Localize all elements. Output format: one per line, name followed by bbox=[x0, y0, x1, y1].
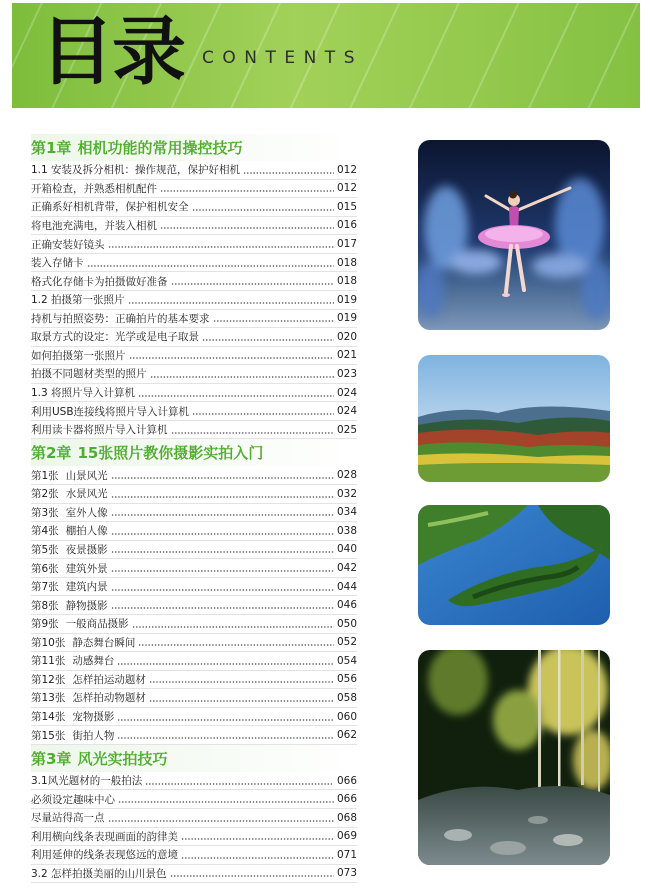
toc-entry[interactable] bbox=[31, 596, 357, 615]
toc-entry[interactable] bbox=[31, 541, 357, 560]
toc-entry[interactable] bbox=[31, 402, 357, 421]
leader-dots bbox=[87, 265, 334, 267]
entry-page-number: 071 bbox=[336, 848, 357, 861]
toc-entry[interactable] bbox=[31, 504, 357, 523]
leader-dots bbox=[160, 190, 334, 192]
entry-title: 装入存储卡 bbox=[31, 257, 84, 270]
leader-dots bbox=[111, 514, 334, 516]
leader-dots bbox=[132, 626, 334, 628]
entry-page-number: 068 bbox=[336, 811, 357, 824]
toc-entry[interactable] bbox=[31, 522, 357, 541]
toc-entry[interactable] bbox=[31, 865, 357, 884]
entry-page-number: 012 bbox=[336, 182, 357, 195]
entry-title: 街拍人物 bbox=[72, 729, 115, 742]
toc-entry[interactable] bbox=[31, 809, 357, 828]
toc-entry[interactable] bbox=[31, 466, 357, 485]
chapter-title: 15张照片教你摄影实拍入门 bbox=[77, 444, 264, 463]
entry-title: 怎样拍动物题材 bbox=[72, 692, 146, 705]
entry-number: 第13张 bbox=[31, 692, 66, 705]
leader-dots bbox=[213, 320, 334, 322]
page-title: 目录 bbox=[40, 9, 184, 95]
entry-page-number: 044 bbox=[336, 580, 357, 593]
toc-entry[interactable] bbox=[31, 671, 357, 690]
entry-page-number: 060 bbox=[336, 710, 357, 723]
entry-title: 格式化存储卡为拍摄做好准备 bbox=[31, 275, 168, 288]
toc-entry[interactable] bbox=[31, 790, 357, 809]
entry-number: 第8张 bbox=[31, 599, 59, 612]
ballet-dancer-photo bbox=[418, 140, 610, 330]
entry-title: 利用横向线条表现画面的韵律美 bbox=[31, 830, 178, 843]
entry-number: 第6张 bbox=[31, 562, 59, 575]
entry-title: 尽量站得高一点 bbox=[31, 812, 105, 825]
toc-entry[interactable] bbox=[31, 272, 357, 291]
chapter-2-heading[interactable] bbox=[31, 439, 357, 466]
entry-page-number: 052 bbox=[336, 636, 357, 649]
entry-title: 将电池充满电，并装入相机 bbox=[31, 219, 157, 232]
entry-number: 第10张 bbox=[31, 636, 66, 649]
entry-page-number: 032 bbox=[336, 487, 357, 500]
entry-page-number: 054 bbox=[336, 654, 357, 667]
leader-dots bbox=[181, 857, 334, 859]
chapter-label: 第3章 bbox=[31, 749, 72, 768]
entry-page-number: 017 bbox=[336, 238, 357, 251]
leader-dots bbox=[111, 589, 334, 591]
entry-number: 第12张 bbox=[31, 673, 66, 686]
leader-dots bbox=[181, 838, 334, 840]
toc-entry[interactable] bbox=[31, 217, 357, 236]
page-subtitle: CONTENTS bbox=[202, 48, 363, 68]
header-banner bbox=[12, 3, 640, 108]
entry-page-number: 050 bbox=[336, 617, 357, 630]
entry-title: 开箱检查，并熟悉相机配件 bbox=[31, 182, 157, 195]
entry-title: 必须设定趣味中心 bbox=[31, 793, 115, 806]
leader-dots bbox=[111, 496, 334, 498]
leader-dots bbox=[150, 376, 334, 378]
entry-page-number: 066 bbox=[336, 774, 357, 787]
entry-page-number: 042 bbox=[336, 562, 357, 575]
entry-title: 棚拍人像 bbox=[65, 525, 108, 538]
leader-dots bbox=[128, 302, 334, 304]
toc-entry[interactable] bbox=[31, 846, 357, 865]
toc-entry[interactable] bbox=[31, 198, 357, 217]
entry-title: 正确安装好镜头 bbox=[31, 238, 105, 251]
leader-dots bbox=[117, 663, 334, 665]
chapter-1-heading[interactable] bbox=[31, 134, 357, 161]
toc-entry[interactable] bbox=[31, 578, 357, 597]
entry-page-number: 012 bbox=[336, 163, 357, 176]
entry-title: 山景风光 bbox=[65, 469, 108, 482]
forest-stream-photo bbox=[418, 650, 610, 865]
entry-title: 利用读卡器将照片导入计算机 bbox=[31, 424, 168, 437]
entry-title: 建筑内景 bbox=[65, 581, 108, 594]
entry-page-number: 019 bbox=[336, 293, 357, 306]
entry-title: 正确系好相机背带，保护相机安全 bbox=[31, 201, 189, 214]
entry-page-number: 021 bbox=[336, 349, 357, 362]
entry-title: 取景方式的设定：光学或是电子取景 bbox=[31, 331, 199, 344]
entry-title: 3.1风光题材的一般拍法 bbox=[31, 775, 143, 788]
entry-title: 水景风光 bbox=[65, 488, 108, 501]
entry-title: 宠物摄影 bbox=[72, 711, 115, 724]
leader-dots bbox=[192, 209, 334, 211]
leader-dots bbox=[118, 801, 334, 803]
chapter-label: 第2章 bbox=[31, 444, 72, 463]
leader-dots bbox=[171, 283, 334, 285]
entry-page-number: 016 bbox=[336, 219, 357, 232]
toc-entry[interactable] bbox=[31, 180, 357, 199]
entry-number: 第4张 bbox=[31, 525, 59, 538]
entry-title: 拍摄不同题材类型的照片 bbox=[31, 368, 147, 381]
toc-entry[interactable] bbox=[31, 421, 357, 440]
entry-page-number: 020 bbox=[336, 330, 357, 343]
entry-page-number: 024 bbox=[336, 386, 357, 399]
leader-dots bbox=[149, 681, 334, 683]
toc-entry[interactable] bbox=[31, 347, 357, 366]
toc-entry[interactable] bbox=[31, 615, 357, 634]
leader-dots bbox=[111, 607, 334, 609]
entry-page-number: 069 bbox=[336, 830, 357, 843]
toc-entry[interactable] bbox=[31, 828, 357, 847]
entry-number: 第15张 bbox=[31, 729, 66, 742]
leader-dots bbox=[145, 783, 334, 785]
toc-entry[interactable] bbox=[31, 310, 357, 329]
entry-page-number: 073 bbox=[336, 867, 357, 880]
entry-page-number: 025 bbox=[336, 423, 357, 436]
toc-entry[interactable] bbox=[31, 328, 357, 347]
leader-dots bbox=[160, 227, 334, 229]
leader-dots bbox=[111, 533, 334, 535]
entry-page-number: 015 bbox=[336, 200, 357, 213]
entry-title: 室外人像 bbox=[65, 506, 108, 519]
entry-number: 第14张 bbox=[31, 711, 66, 724]
entry-title: 3.2 怎样拍摄美丽的山川景色 bbox=[31, 867, 167, 880]
chapter-title: 相机功能的常用操控技巧 bbox=[77, 139, 243, 157]
chapter-title: 风光实拍技巧 bbox=[77, 749, 168, 768]
leader-dots bbox=[192, 413, 334, 415]
entry-page-number: 040 bbox=[336, 543, 357, 556]
entry-page-number: 019 bbox=[336, 312, 357, 325]
leader-dots bbox=[138, 395, 334, 397]
leader-dots bbox=[108, 246, 334, 248]
entry-title: 怎样拍运动题材 bbox=[72, 673, 146, 686]
toc-entry[interactable] bbox=[31, 161, 357, 180]
entry-title: 1.2 拍摄第一张照片 bbox=[31, 294, 125, 307]
entry-title: 持机与拍照姿势：正确拍片的基本要求 bbox=[31, 312, 210, 325]
entry-title: 1.1 安装及拆分相机：操作规范，保护好相机 bbox=[31, 164, 241, 177]
toc-entry[interactable] bbox=[31, 689, 357, 708]
toc-entry[interactable] bbox=[31, 559, 357, 578]
leader-dots bbox=[129, 357, 334, 359]
chapter-3-heading[interactable] bbox=[31, 745, 357, 772]
toc-entry[interactable] bbox=[31, 634, 357, 653]
entry-page-number: 062 bbox=[336, 729, 357, 742]
entry-title: 一般商品摄影 bbox=[65, 618, 129, 631]
entry-page-number: 024 bbox=[336, 405, 357, 418]
entry-number: 第5张 bbox=[31, 543, 59, 556]
entry-page-number: 023 bbox=[336, 367, 357, 380]
entry-title: 静物摄影 bbox=[65, 599, 108, 612]
toc-entry[interactable] bbox=[31, 365, 357, 384]
entry-title: 建筑外景 bbox=[65, 562, 108, 575]
leader-dots bbox=[111, 477, 334, 479]
toc-entry[interactable] bbox=[31, 652, 357, 671]
hills-landscape-photo bbox=[418, 355, 610, 482]
leader-dots bbox=[108, 820, 334, 822]
entry-page-number: 056 bbox=[336, 673, 357, 686]
leader-dots bbox=[111, 551, 334, 553]
entry-title: 利用USB连接线将照片导入计算机 bbox=[31, 405, 190, 418]
leader-dots bbox=[117, 737, 334, 739]
leader-dots bbox=[138, 644, 334, 646]
entry-page-number: 066 bbox=[336, 793, 357, 806]
entry-page-number: 046 bbox=[336, 599, 357, 612]
toc-entry[interactable] bbox=[31, 291, 357, 310]
entry-page-number: 058 bbox=[336, 691, 357, 704]
entry-page-number: 038 bbox=[336, 524, 357, 537]
leader-dots bbox=[170, 875, 334, 877]
toc-entry[interactable] bbox=[31, 726, 357, 745]
entry-title: 夜景摄影 bbox=[65, 543, 108, 556]
entry-title: 静态舞台瞬间 bbox=[72, 636, 136, 649]
leader-dots bbox=[111, 570, 334, 572]
leader-dots bbox=[149, 700, 334, 702]
entry-page-number: 018 bbox=[336, 275, 357, 288]
toc-entry[interactable] bbox=[31, 254, 357, 273]
entry-title: 1.3 将照片导入计算机 bbox=[31, 387, 136, 400]
entry-number: 第7张 bbox=[31, 581, 59, 594]
entry-number: 第1张 bbox=[31, 469, 59, 482]
toc-entry[interactable] bbox=[31, 708, 357, 727]
entry-number: 第9张 bbox=[31, 618, 59, 631]
chapter-label: 第1章 bbox=[31, 139, 72, 157]
table-of-contents bbox=[31, 134, 357, 883]
toc-entry[interactable] bbox=[31, 384, 357, 403]
toc-entry[interactable] bbox=[31, 772, 357, 791]
entry-number: 第2张 bbox=[31, 488, 59, 501]
entry-number: 第11张 bbox=[31, 655, 66, 668]
entry-number: 第3张 bbox=[31, 506, 59, 519]
entry-title: 如何拍摄第一张照片 bbox=[31, 349, 126, 362]
leader-dots bbox=[202, 339, 334, 341]
river-aerial-photo bbox=[418, 505, 610, 625]
entry-title: 动感舞台 bbox=[72, 655, 115, 668]
entry-title: 利用延伸的线条表现悠远的意境 bbox=[31, 849, 178, 862]
entry-page-number: 028 bbox=[336, 469, 357, 482]
leader-dots bbox=[117, 719, 334, 721]
toc-entry[interactable] bbox=[31, 235, 357, 254]
entry-page-number: 034 bbox=[336, 506, 357, 519]
leader-dots bbox=[171, 432, 334, 434]
leader-dots bbox=[243, 172, 334, 174]
entry-page-number: 018 bbox=[336, 256, 357, 269]
toc-entry[interactable] bbox=[31, 485, 357, 504]
